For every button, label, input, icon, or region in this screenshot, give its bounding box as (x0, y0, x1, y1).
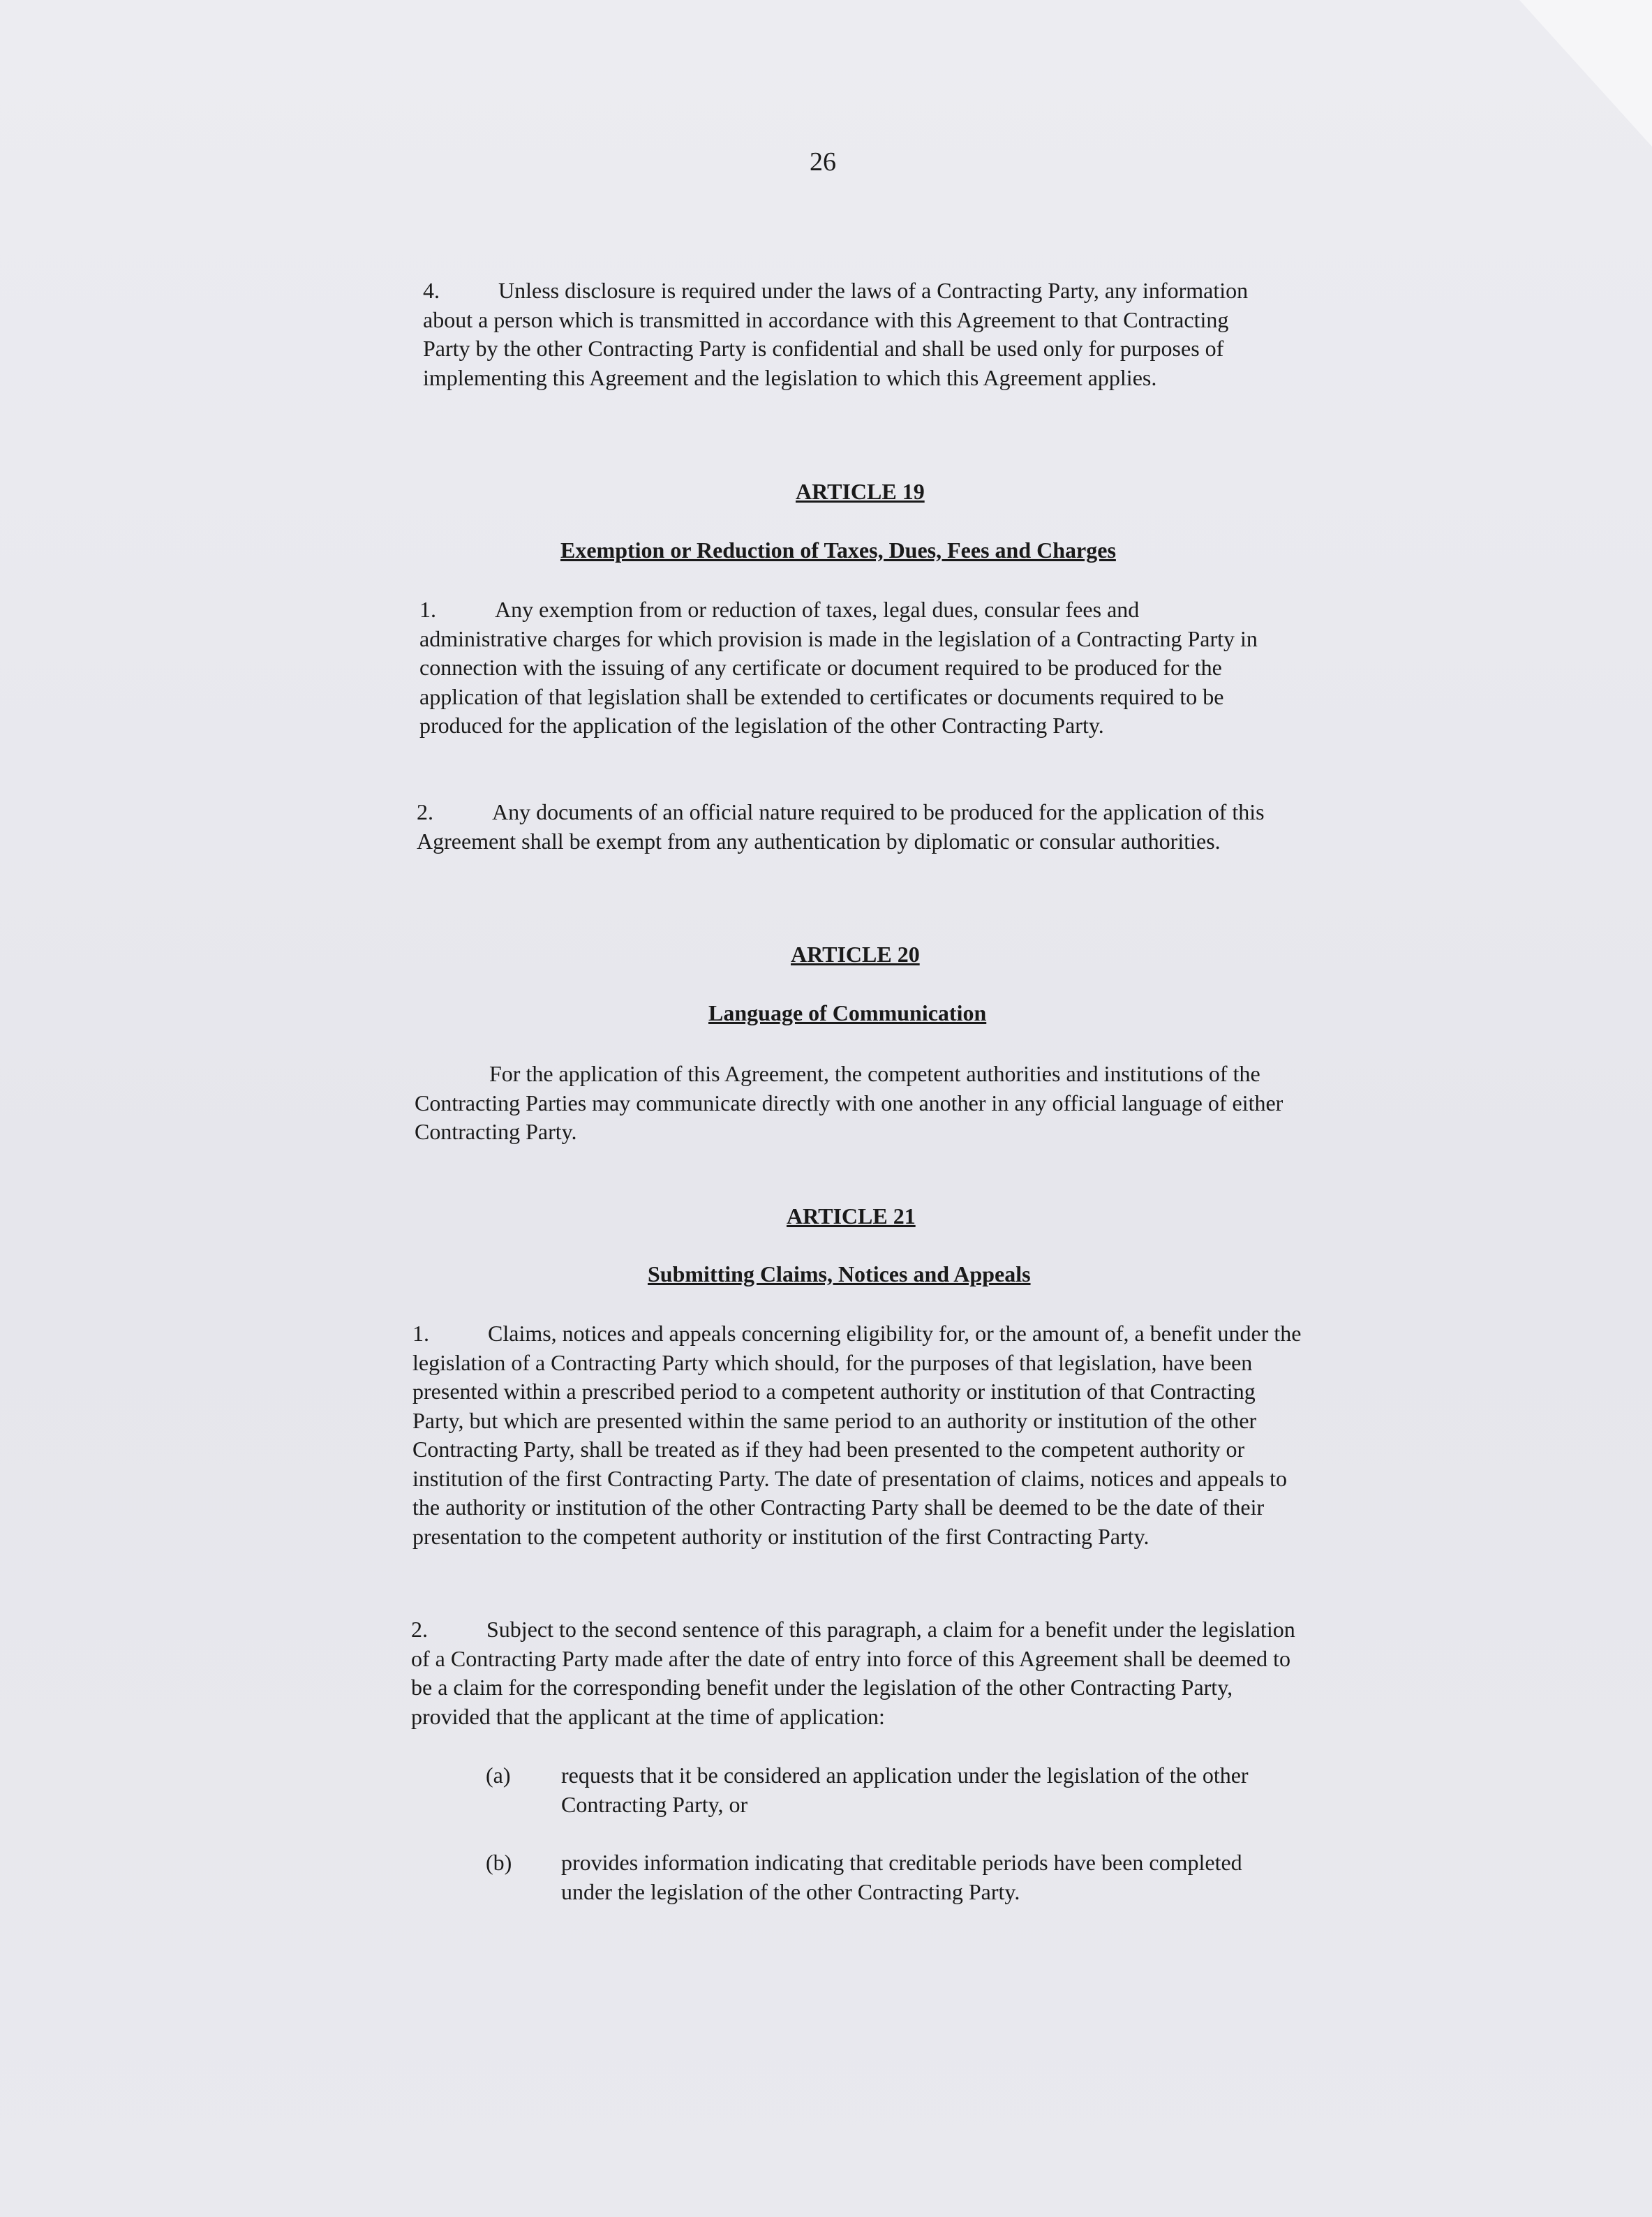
paragraph-number: 1. (412, 1321, 429, 1346)
article-21-paragraph-1 (412, 1319, 1302, 1551)
list-item-text: provides information indicating that creditable periods have been completed under the legislation of the other Contracting Party. (561, 1850, 1242, 1904)
article-19-title: Exemption or Reduction of Taxes, Dues, Fees and Charges (560, 537, 1116, 563)
paragraph-text: Any exemption from or reduction of taxes, legal dues, consular fees and administrative charges for which provision is made in the legislation of a Contracting Party in connection with the issuing of any certificate or document required to be produced for the application of that legislation shall be extended to certificates or documents required to be produced for the application of the legislation of the other Contracting Party. (419, 597, 1258, 738)
article-20-paragraph-1 (415, 1060, 1287, 1147)
paragraph-number: 1. (419, 597, 436, 622)
article-21-title: Submitting Claims, Notices and Appeals (648, 1261, 1031, 1287)
paragraph-text: Unless disclosure is required under the laws of a Contracting Party, any information about a person which is transmitted in accordance with this Agreement to that Contracting Party by the other Contracting Party is confidential and shall be used only for purposes of implementing this Agreement and the legislation to which this Agreement applies. (423, 278, 1249, 390)
paragraph-text: Claims, notices and appeals concerning eligibility for, or the amount of, a benefit under the legislation of a Contracting Party which should, for the purposes of that legislation, have been presented within a prescribed period to a competent authority or institution of that Contracting Party, but which are presented within the same period to an authority or institution of the other Contracting Party, shall be treated as if they had been presented to the competent authority or institution of the first Contracting Party. The date of presentation of claims, notices and appeals to the authority or institution of the other Contracting Party shall be deemed to be the date of their presentation to the competent authority or institution of the first Contracting Party. (412, 1321, 1302, 1549)
article-20-heading: ARTICLE 20 (791, 942, 920, 967)
article-19-paragraph-1 (419, 595, 1267, 741)
paragraph-4 (423, 276, 1267, 392)
article-20-title: Language of Communication (708, 1000, 987, 1025)
list-item-text: requests that it be considered an application under the legislation of the other Contracting Party, or (561, 1763, 1249, 1817)
paragraph-text: Subject to the second sentence of this paragraph, a claim for a benefit under the legislation of a Contracting Party made after the date of entry into force of this Agreement shall be deemed to be a claim for the corresponding benefit under the legislation of the other Contracting Party, provided that the applicant at the time of application: (411, 1617, 1295, 1729)
paragraph-text: For the application of this Agreement, the competent authorities and institutions of the Contracting Parties may communicate directly with one another in any official language of either Contracting Party. (415, 1061, 1283, 1144)
page-corner-fold (1519, 0, 1652, 147)
article-19-heading: ARTICLE 19 (796, 479, 925, 504)
paragraph-number: 2. (417, 799, 433, 824)
article-21-heading: ARTICLE 21 (787, 1203, 916, 1229)
page-number: 26 (810, 147, 836, 177)
paragraph-text: Any documents of an official nature required to be produced for the application of this Agreement shall be exempt from any authentication by diplomatic or consular authorities. (417, 799, 1265, 854)
article-21-paragraph-2 (411, 1615, 1297, 1731)
paragraph-number: 4. (423, 278, 440, 303)
article-19-paragraph-2 (417, 798, 1314, 856)
list-item-label: (a) (486, 1763, 511, 1788)
paragraph-number: 2. (411, 1617, 428, 1642)
list-item-label: (b) (486, 1850, 512, 1875)
